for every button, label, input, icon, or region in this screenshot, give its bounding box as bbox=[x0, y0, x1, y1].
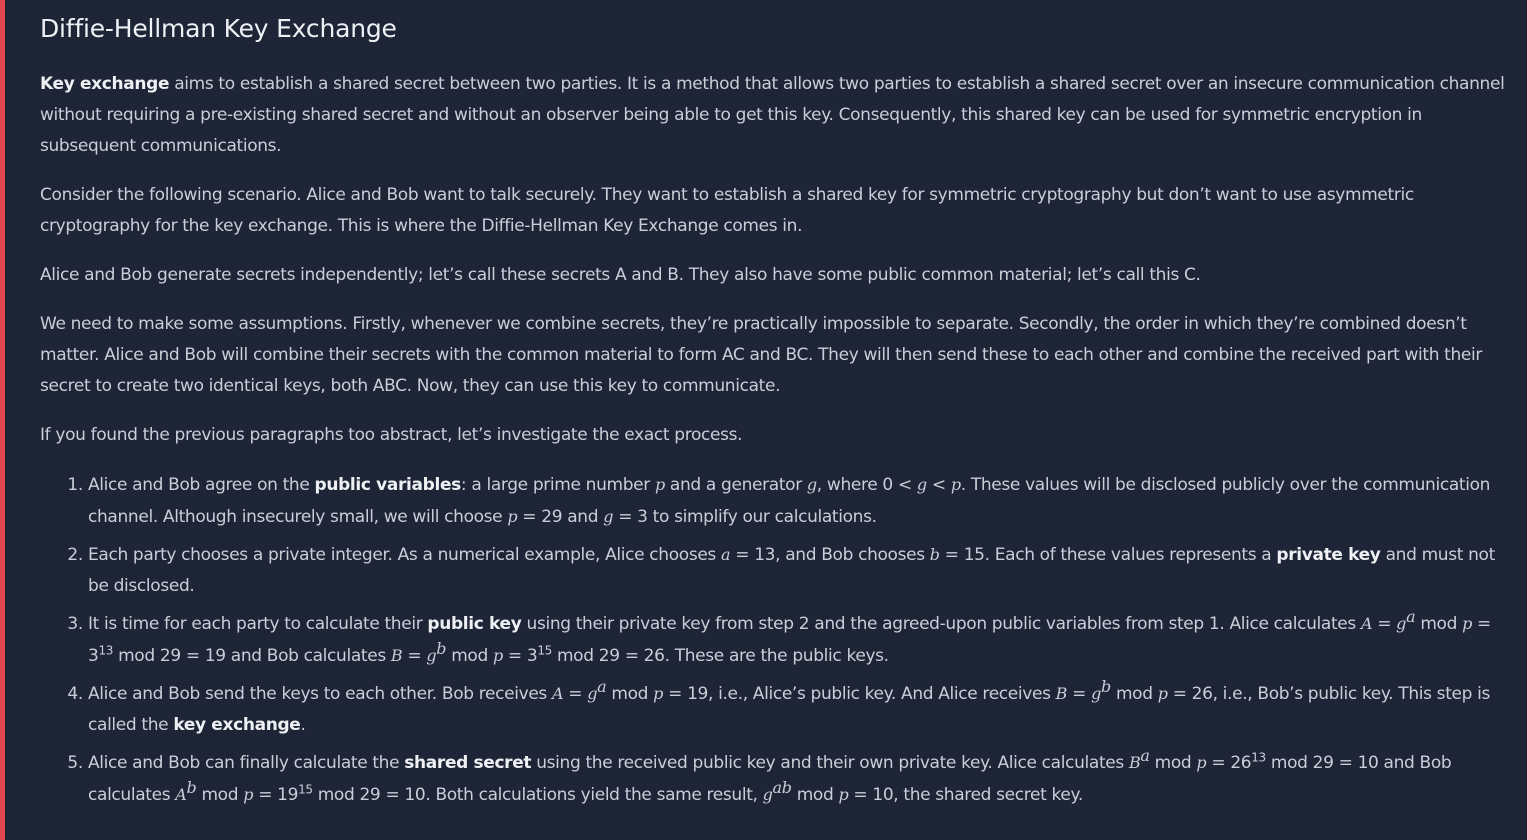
main-content bbox=[40, 0, 1515, 817]
intro-paragraph-5: If you found the previous paragraphs too abstract, let’s investigate the exact process. bbox=[40, 425, 743, 445]
intro-paragraph-4: We need to make some assumptions. Firstly, whenever we combine secrets, they’re practically impossible to separate. Secondly, the order in which they’re combined doesn’t matter. Alice and Bob will combine their secrets with the common material to form AC and BC. They will then send these to each other and combine the received part with their secret to create two identical keys, both ABC. Now, they can use this key to communicate. bbox=[40, 314, 1483, 396]
step-3: 3. It is time for each party to calculate their public key using their private key from step 2 and the agreed-upon public variables from step 1. Alice calculates $A = g^a$ mod $p = 3^{13}$ mod 29 = 19 and Bob calculates $B = g^b$ mod $p = 3^{15}$ mod 29 = 26. These are the public keys. bbox=[88, 608, 1515, 672]
step-2: 2. Each party chooses a private integer. As a numerical example, Alice chooses a = 13, and Bob chooses b = 15. Each of these values represents a private key and must not be disclosed. bbox=[88, 539, 1515, 602]
left-accent-bar bbox=[0, 0, 5, 840]
step-1: 1. Alice and Bob agree on the public variables: a large prime number p and a generator g, where 0 < g < p. These values will be disclosed publicly over the communication channel. Although insecurely small, we will choose p = 29 and g = 3 to simplify our calculations. bbox=[88, 469, 1515, 533]
step-5: 5. Alice and Bob can finally calculate the shared secret using the received public key and their own private key. Alice calculates $B^a$ mod $p = 26^{13}$ mod 29 = 10 and Bob calculates $A^b$ mod $p = 19^{15}$ mod 29 = 10. Both calculations yield the same result, $g^{ab}$ mod p = 10, the shared secret key. bbox=[88, 747, 1515, 811]
intro-paragraph-3: Alice and Bob generate secrets independently; let’s call these secrets A and B. They also have some public common material; let’s call this C. bbox=[40, 265, 1201, 285]
intro-paragraph-2: Consider the following scenario. Alice and Bob want to talk securely. They want to establish a shared key for symmetric cryptography but don’t want to use asymmetric cryptography for the key exchange. This is where the Diffie-Hellman Key Exchange comes in. bbox=[40, 185, 1414, 236]
step-4: 4. Alice and Bob send the keys to each other. Bob receives $A = g^a$ mod p = 19, i.e., Alice’s public key. And Alice receives $B = g^b$ mod p = 26, i.e., Bob’s public key. This step is called the key exchange. bbox=[88, 678, 1515, 741]
steps-list bbox=[40, 469, 1515, 811]
key-exchange-term: Key exchange bbox=[40, 74, 170, 94]
page-title: Diffie-Hellman Key Exchange bbox=[40, 14, 397, 43]
intro-paragraph-1: Key exchange aims to establish a shared secret between two parties. It is a method that allows two parties to establish a shared secret over an insecure communication channel without requiring a pre-existing shared secret and without an observer being able to get this key. Consequently, this shared key can be used for symmetric encryption in subsequent communications. bbox=[40, 74, 1505, 156]
